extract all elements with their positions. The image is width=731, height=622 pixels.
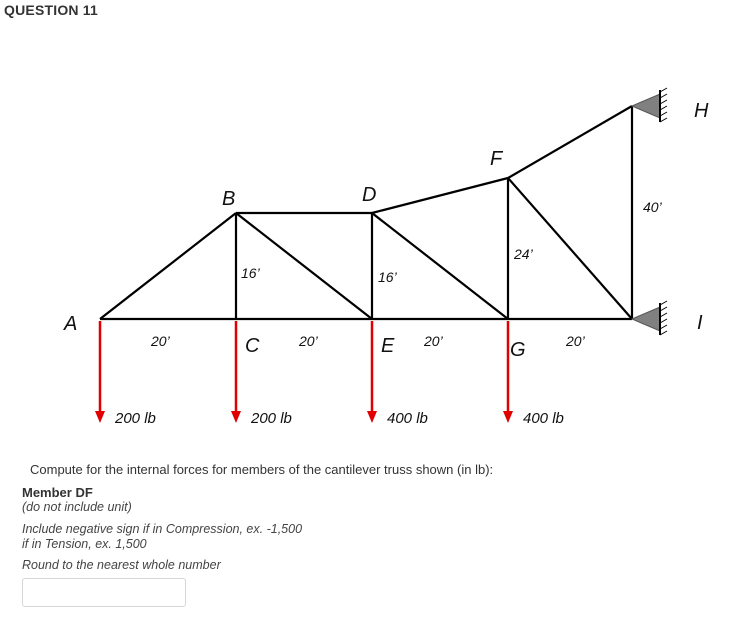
load-label-a: 200 lb xyxy=(115,410,156,427)
truss-members xyxy=(100,106,632,319)
load-arrowhead-g xyxy=(503,411,513,423)
question-title: QUESTION 11 xyxy=(4,2,99,18)
sign-note-compression: Include negative sign if in Compression, ex. -1,500 xyxy=(22,522,303,536)
node-label-g: G xyxy=(510,339,526,361)
dimension-hi: 40’ xyxy=(643,199,662,215)
node-label-a: A xyxy=(64,313,78,335)
node-label-c: C xyxy=(245,335,260,357)
load-arrowhead-e xyxy=(367,411,377,423)
load-label-e: 400 lb xyxy=(387,410,428,427)
load-label-g: 400 lb xyxy=(523,410,564,427)
dimension-fg: 24’ xyxy=(514,246,533,262)
member-label: Member DF xyxy=(22,485,93,500)
support-h xyxy=(632,88,667,122)
dimension-gi: 20’ xyxy=(566,333,585,349)
member-fh xyxy=(508,106,632,178)
member-ab xyxy=(100,213,236,319)
node-label-h: H xyxy=(694,100,709,122)
load-arrowhead-a xyxy=(95,411,105,423)
load-arrowhead-c xyxy=(231,411,241,423)
node-label-f: F xyxy=(490,148,503,170)
dimension-eg: 20’ xyxy=(424,333,443,349)
node-label-b: B xyxy=(222,188,236,210)
question-prompt: Compute for the internal forces for members of the cantilever truss shown (in lb): xyxy=(30,462,494,477)
node-label-i: I xyxy=(697,312,703,334)
support-i xyxy=(632,301,667,335)
answer-input[interactable] xyxy=(22,578,186,607)
dimension-ac: 20’ xyxy=(151,333,170,349)
node-label-d: D xyxy=(362,184,377,206)
member-df xyxy=(372,178,508,213)
dimension-bc: 16’ xyxy=(241,265,260,281)
rounding-note: Round to the nearest whole number xyxy=(22,558,221,572)
member-dg xyxy=(372,213,508,319)
dimension-de: 16’ xyxy=(378,269,397,285)
node-label-e: E xyxy=(381,335,395,357)
unit-note: (do not include unit) xyxy=(22,500,132,514)
dimension-ce: 20’ xyxy=(299,333,318,349)
load-label-c: 200 lb xyxy=(251,410,292,427)
sign-note-tension: if in Tension, ex. 1,500 xyxy=(22,537,147,551)
